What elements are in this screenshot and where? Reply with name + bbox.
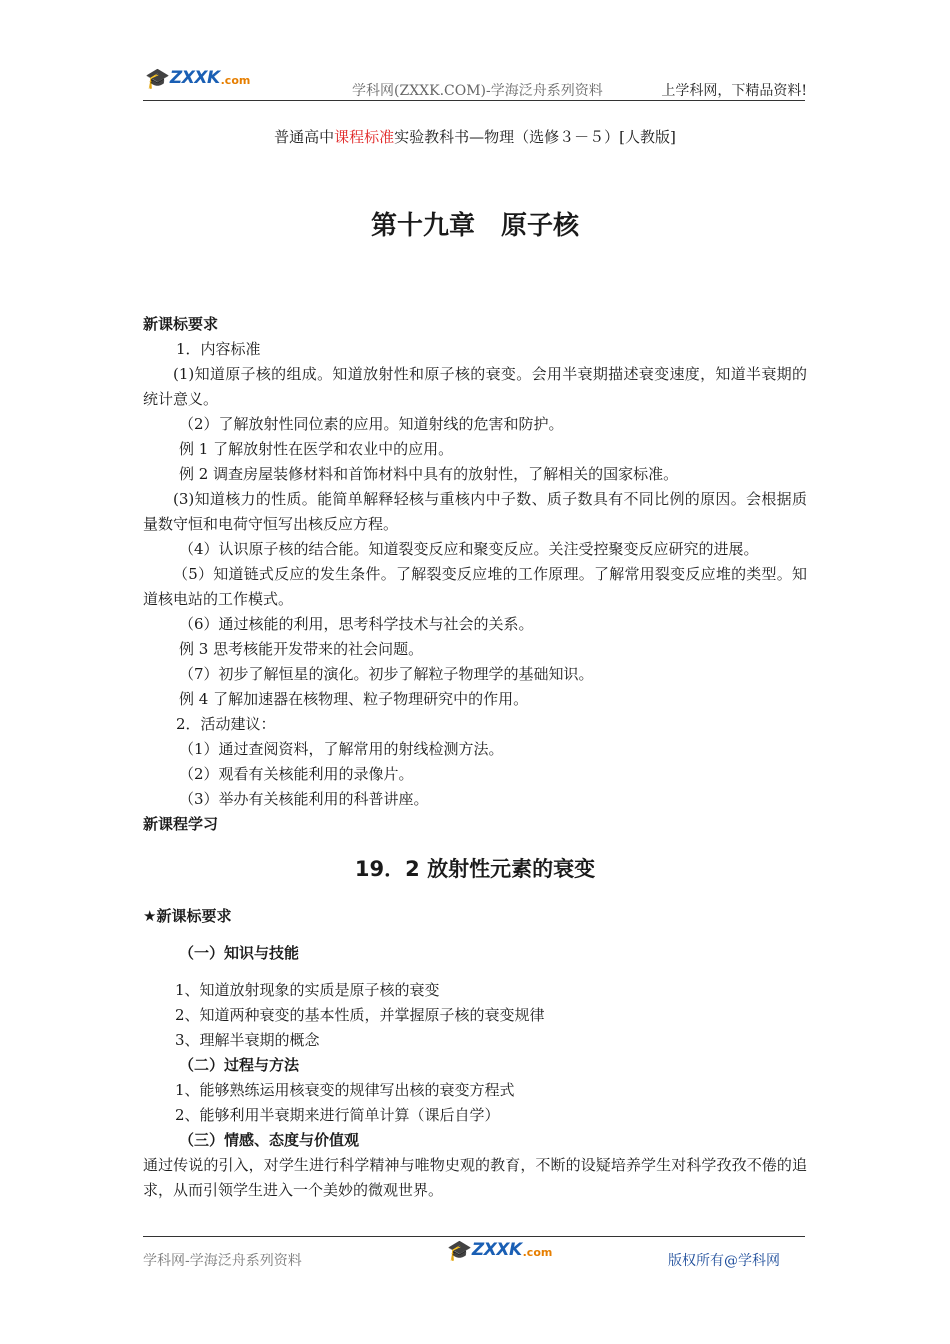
body-paragraph: (3)知道核力的性质。能简单解释轻核与重核内中子数、质子数具有不同比例的原因。会根据质量数守恒和电荷守恒写出核反应方程。 bbox=[143, 490, 807, 533]
star-requirements-heading: ★新课标要求 bbox=[143, 907, 232, 925]
body-line: 2、能够利用半衰期来进行简单计算（课后自学） bbox=[175, 1106, 500, 1124]
values-heading: （三）情感、态度与价值观 bbox=[179, 1131, 360, 1149]
subtitle-suffix: 实验教科书—物理（选修３－５）[人教版] bbox=[394, 128, 676, 146]
body-line: （3）举办有关核能利用的科普讲座。 bbox=[179, 790, 429, 808]
logo-wordmark: ZXXK bbox=[169, 68, 220, 88]
book-subtitle bbox=[0, 126, 950, 147]
body-line: 1．内容标准 bbox=[176, 340, 261, 358]
course-heading: 新课程学习 bbox=[143, 815, 219, 833]
body-line: （7）初步了解恒星的演化。初步了解粒子物理学的基础知识。 bbox=[179, 665, 594, 683]
process-heading: （二）过程与方法 bbox=[179, 1056, 300, 1074]
body-line: 例 4 了解加速器在核物理、粒子物理研究中的作用。 bbox=[179, 690, 529, 708]
footer-site-name: 学科网-学海泛舟系列资料 bbox=[143, 1253, 302, 1269]
subtitle-prefix: 普通高中 bbox=[274, 128, 335, 146]
requirements-heading: 新课标要求 bbox=[143, 315, 219, 333]
footer-divider bbox=[143, 1236, 805, 1237]
chapter-title: 第十九章 原子核 bbox=[370, 211, 579, 241]
logo-suffix: .com bbox=[522, 1245, 553, 1259]
body-line: 1、知道放射现象的实质是原子核的衰变 bbox=[175, 981, 440, 999]
knowledge-heading: （一）知识与技能 bbox=[179, 944, 300, 962]
body-line: 2．活动建议： bbox=[176, 715, 276, 733]
body-line: （4）认识原子核的结合能。知道裂变反应和聚变反应。关注受控聚变反应研究的进展。 bbox=[179, 540, 759, 558]
body-paragraph: (1)知道原子核的组成。知道放射性和原子核的衰变。会用半衰期描述衰变速度，知道半衰期的统计意义。 bbox=[143, 365, 807, 408]
body-line: 例 2 调查房屋装修材料和首饰材料中具有的放射性，了解相关的国家标准。 bbox=[179, 465, 679, 483]
header-logo bbox=[145, 68, 250, 88]
logo-wordmark: ZXXK bbox=[471, 1240, 522, 1260]
header-slogan: 上学科网，下精品资料! bbox=[661, 83, 807, 99]
body-line: （2）了解放射性同位素的应用。知道射线的危害和防护。 bbox=[179, 415, 564, 433]
body-line: （6）通过核能的利用，思考科学技术与社会的关系。 bbox=[179, 615, 534, 633]
body-line: 1、能够熟练运用核衰变的规律写出核的衰变方程式 bbox=[175, 1081, 515, 1099]
document-body bbox=[143, 312, 807, 1203]
body-paragraph: 通过传说的引入，对学生进行科学精神与唯物史观的教育，不断的设疑培养学生对科学孜孜不倦的追求，从而引领学生进入一个美妙的微观世界。 bbox=[143, 1156, 807, 1199]
logo-suffix: .com bbox=[220, 73, 251, 87]
body-line: 3、理解半衰期的概念 bbox=[175, 1031, 320, 1049]
graduation-cap-icon: 🎓 bbox=[145, 66, 170, 90]
body-line: 例 3 思考核能开发带来的社会问题。 bbox=[179, 640, 424, 658]
subtitle-highlight: 课程标准 bbox=[334, 128, 395, 146]
body-line: 例 1 了解放射性在医学和农业中的应用。 bbox=[179, 440, 454, 458]
graduation-cap-icon: 🎓 bbox=[447, 1238, 472, 1262]
header-site-name: 学科网(ZXXK.COM)-学海泛舟系列资料 bbox=[352, 83, 603, 99]
body-line: （2）观看有关核能利用的录像片。 bbox=[179, 765, 414, 783]
body-paragraph: （5）知道链式反应的发生条件。了解裂变反应堆的工作原理。了解常用裂变反应堆的类型。知道核电站的工作模式。 bbox=[143, 565, 807, 608]
footer-logo bbox=[447, 1240, 552, 1260]
header-divider bbox=[143, 100, 805, 101]
footer-copyright: 版权所有@学科网 bbox=[668, 1253, 780, 1269]
section-title: 19．2 放射性元素的衰变 bbox=[354, 857, 596, 881]
body-line: （1）通过查阅资料，了解常用的射线检测方法。 bbox=[179, 740, 504, 758]
body-line: 2、知道两种衰变的基本性质，并掌握原子核的衰变规律 bbox=[175, 1006, 545, 1024]
